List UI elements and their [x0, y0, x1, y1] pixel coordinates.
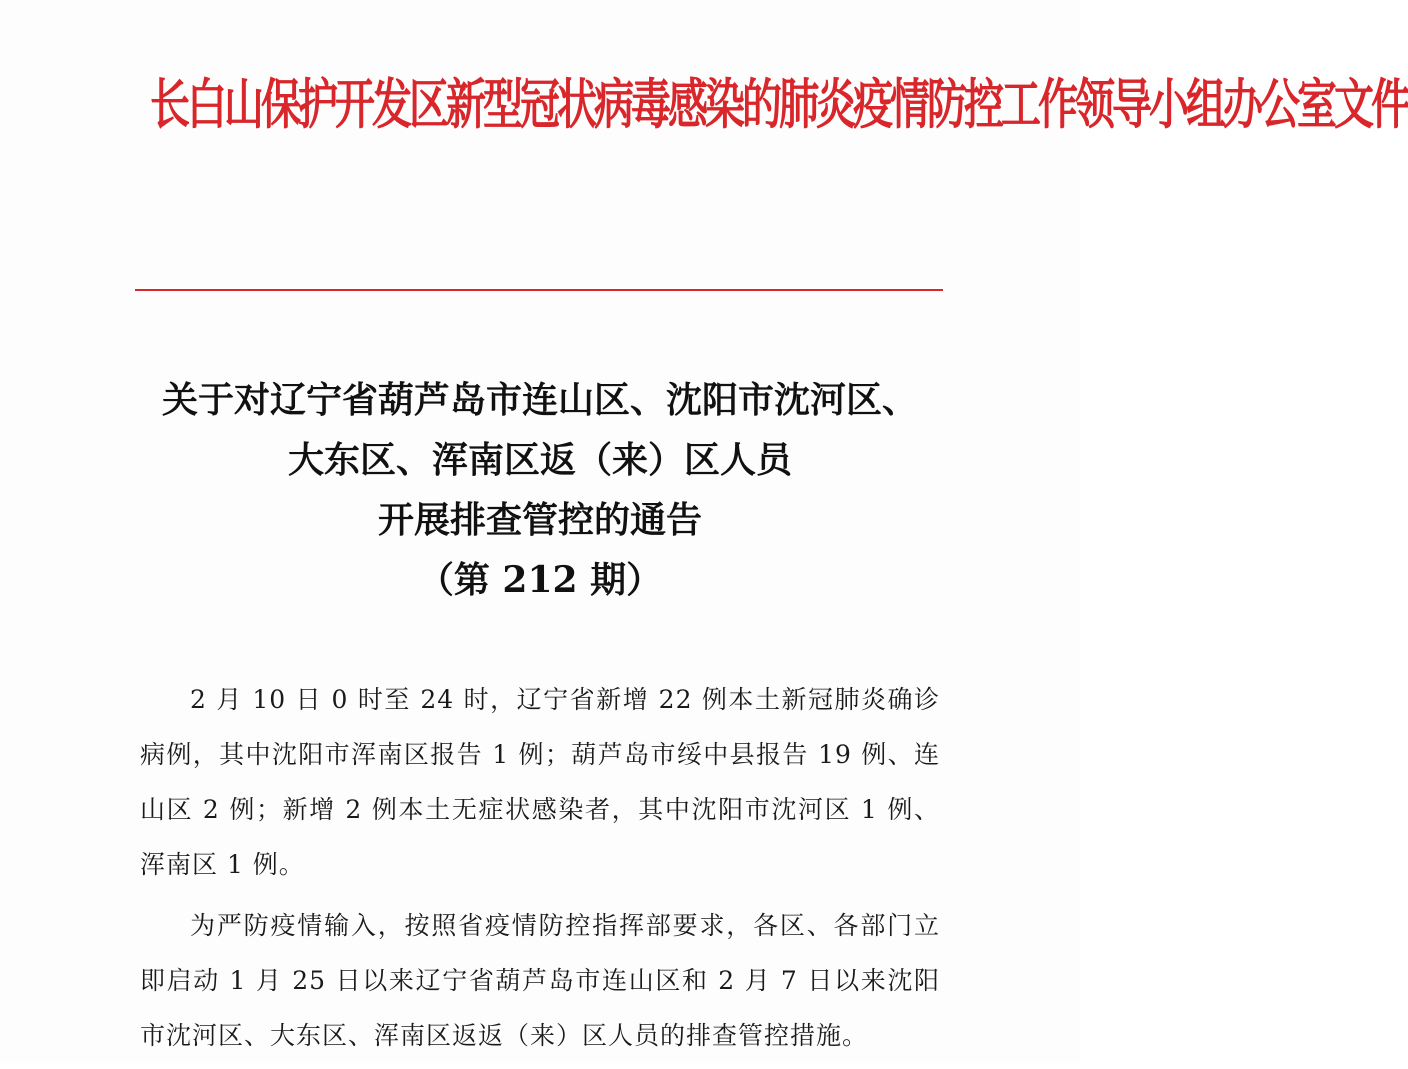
red-divider-line: [135, 289, 943, 291]
document-header-title: 长白山保护开发区新型冠状病毒感染的肺炎疫情防控工作领导小组办公室文件: [150, 72, 1408, 137]
body-paragraph-2: 为严防疫情输入，按照省疫情防控指挥部要求，各区、各部门立即启动 1 月 25 日以来辽宁省葫芦岛市连山区和 2 月 7 日以来沈阳市沈河区、大东区、浑南区返返（来）区人员的排查管控措施。: [140, 911, 940, 1050]
notice-body: [140, 672, 940, 1069]
notice-title-line-1: 关于对辽宁省葫芦岛市连山区、沈阳市沈河区、: [161, 379, 918, 421]
body-paragraph-1: 2 月 10 日 0 时至 24 时，辽宁省新增 22 例本土新冠肺炎确诊病例，其中沈阳市浑南区报告 1 例；葫芦岛市绥中县报告 19 例、连山区 2 例；新增 2 例本土无症状感染者，其中沈阳市沈河区 1 例、浑南区 1 例。: [140, 685, 940, 879]
notice-title-line-2: 大东区、浑南区返（来）区人员: [287, 439, 792, 481]
notice-issue-number: （第 212 期）: [417, 559, 663, 601]
notice-title: [60, 370, 1020, 610]
notice-title-line-3: 开展排查管控的通告: [377, 499, 702, 541]
